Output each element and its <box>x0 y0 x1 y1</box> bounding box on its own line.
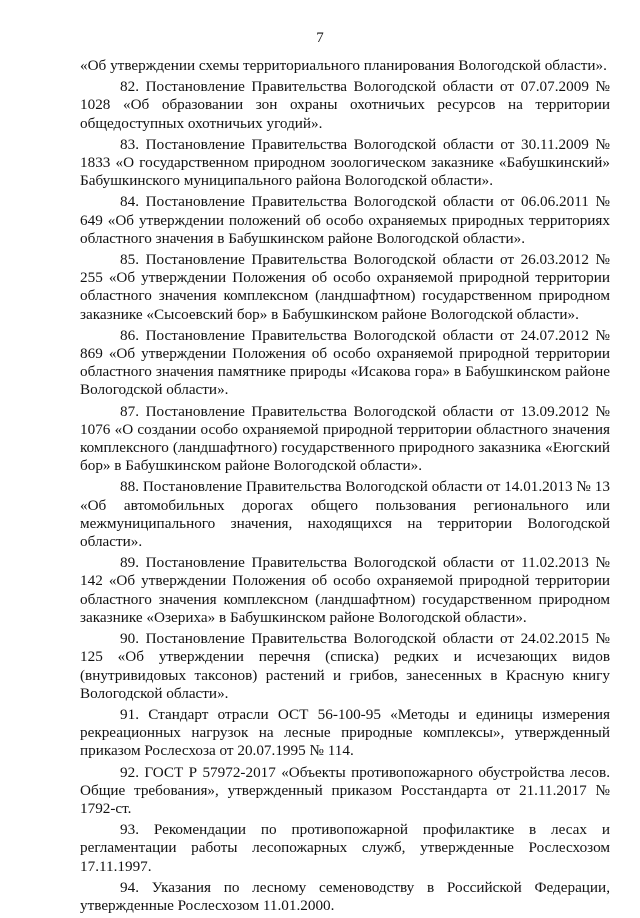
list-item-89: 89. Постановление Правительства Вологодской области от 11.02.2013 № 142 «Об утверждении Положения об особо охраняемой природной территории областного значения комплексном (ландшафтном) государственном природном заказнике «Озериха» в Бабушкинском районе Вологодской области». <box>80 554 610 626</box>
list-item-92: 92. ГОСТ Р 57972-2017 «Объекты противопожарного обустройства лесов. Общие требования», утвержденный приказом Росстандарта от 21.11.2017 № 1792-ст. <box>80 763 610 817</box>
paragraph-continuation: «Об утверждении схемы территориального планирования Вологодской области». <box>80 57 607 74</box>
list-item-86: 86. Постановление Правительства Вологодской области от 24.07.2012 № 869 «Об утверждении Положения об особо охраняемой природной территории областного значения памятнике природы «Исакова гора» в Бабушкинском районе Вологодской области». <box>80 326 610 399</box>
page-number: 7 <box>316 30 324 46</box>
document-body <box>80 57 610 918</box>
list-item-91: 91. Стандарт отрасли ОСТ 56-100-95 «Методы и единицы измерения рекреационных нагрузок на лесные природные комплексы», утвержденный приказом Рослесхоза от 20.07.1995 № 114. <box>80 705 610 760</box>
list-item-82: 82. Постановление Правительства Вологодской области от 07.07.2009 № 1028 «Об образовании зон охраны охотничьих ресурсов на территории общедоступных охотничьих угодий». <box>80 78 610 132</box>
list-item-85: 85. Постановление Правительства Вологодской области от 26.03.2012 № 255 «Об утверждении Положения об особо охраняемой природной территории областного значения комплексном (ландшафтном) государственном природном заказнике «Сысоевский бор» в Бабушкинском районе Вологодской области». <box>80 251 610 323</box>
list-item-87: 87. Постановление Правительства Вологодской области от 13.09.2012 № 1076 «О создании особо охраняемой природной территории областного значения комплексного (ландшафтного) государственного природного заказника «Еюгский бор» в Бабушкинском районе Вологодской области». <box>80 402 610 475</box>
list-item-94: 94. Указания по лесному семеноводству в Российской Федерации, утвержденные Рослесхозом 11.01.2000. <box>80 878 610 914</box>
list-item-90: 90. Постановление Правительства Вологодской области от 24.02.2015 № 125 «Об утверждении перечня (списка) редких и исчезающих видов (внутривидовых таксонов) растений и грибов, занесенных в Красную книгу Вологодской области». <box>80 630 610 702</box>
list-item-84: 84. Постановление Правительства Вологодской области от 06.06.2011 № 649 «Об утверждении положений об особо охраняемых природных территориях областного значения в Бабушкинском районе Вологодской области». <box>80 193 610 247</box>
list-item-88: 88. Постановление Правительства Вологодской области от 14.01.2013 № 13 «Об автомобильных дорогах общего пользования регионального или межмуниципального значения, находящихся на территории Вологодской области». <box>80 478 610 551</box>
list-item-93: 93. Рекомендации по противопожарной профилактике в лесах и регламентации работы лесопожарных служб, утвержденные Рослесхозом 17.11.1997. <box>80 821 610 875</box>
list-item-83: 83. Постановление Правительства Вологодской области от 30.11.2009 № 1833 «О государственном природном зоологическом заказнике «Бабушкинский» Бабушкинского муниципального района Вологодской области». <box>80 135 610 190</box>
